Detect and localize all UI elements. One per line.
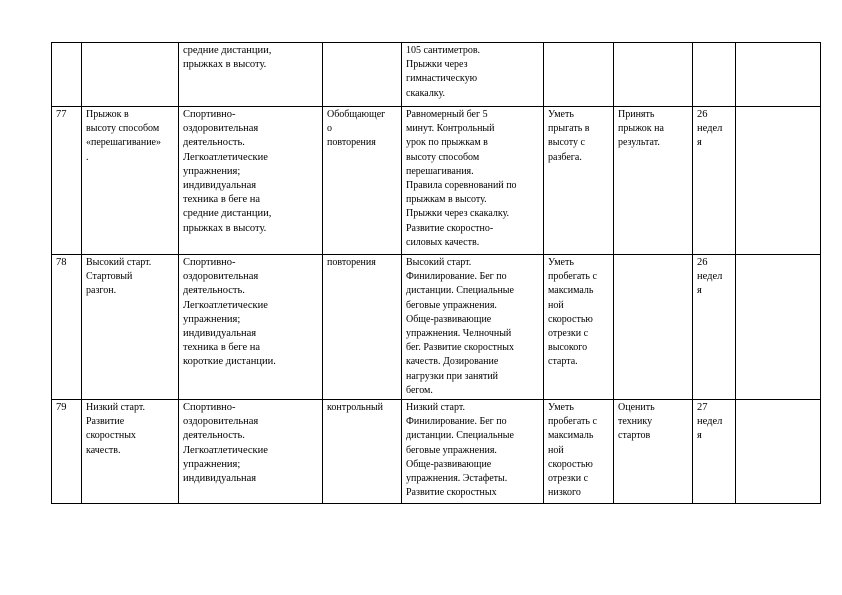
cell-control: Принять прыжок на результат. xyxy=(614,107,693,255)
table-row xyxy=(52,255,821,400)
cell-elements: Высокий старт. Финилирование. Бег по дистанции. Специальные беговые упражнения. Обще-развивающие упражнения. Челночный бег. Развитие скоростных качеств. Дозирование нагрузки при занятий бегом. xyxy=(402,255,544,400)
cell-control xyxy=(614,43,693,107)
cell-topic: Прыжок в высоту способом «перешагивание» . xyxy=(82,107,179,255)
cell-control xyxy=(614,255,693,400)
cell-requirements: Уметь прыгать в высоту с разбега. xyxy=(544,107,614,255)
cell-elements: Равномерный бег 5 минут. Контрольный урок по прыжкам в высоту способом перешагивания. Правила соревнований по прыжкам в высоту. Прыжки через скакалку. Развитие скоростно- силовых качеств. xyxy=(402,107,544,255)
cell-content: Спортивно- оздоровительная деятельность. Легкоатлетические упражнения; индивидуальная техника в беге на средние дистанции, прыжках в высоту. xyxy=(179,107,323,255)
cell-requirements xyxy=(544,43,614,107)
cell-week: 27 недел я xyxy=(693,400,736,504)
cell-number: 79 xyxy=(52,400,82,504)
cell-topic: Высокий старт. Стартовый разгон. xyxy=(82,255,179,400)
cell-content: Спортивно- оздоровительная деятельность. Легкоатлетические упражнения; индивидуальная xyxy=(179,400,323,504)
cell-requirements: Уметь пробегать с максималь ной скоростью отрезки с низкого xyxy=(544,400,614,504)
cell-requirements: Уметь пробегать с максималь ной скоростью отрезки с высокого старта. xyxy=(544,255,614,400)
cell-number xyxy=(52,43,82,107)
cell-control: Оценить технику стартов xyxy=(614,400,693,504)
cell-lesson-type xyxy=(323,43,402,107)
cell-lesson-type: Обобщающег о повторения xyxy=(323,107,402,255)
cell-empty xyxy=(736,107,821,255)
cell-week: 26 недел я xyxy=(693,255,736,400)
cell-empty xyxy=(736,400,821,504)
cell-topic: Низкий старт. Развитие скоростных качеств. xyxy=(82,400,179,504)
table-row xyxy=(52,43,821,107)
cell-empty xyxy=(736,255,821,400)
cell-empty xyxy=(736,43,821,107)
lesson-plan-table xyxy=(51,42,821,504)
cell-number: 78 xyxy=(52,255,82,400)
cell-elements: 105 сантиметров. Прыжки через гимнастическую скакалку. xyxy=(402,43,544,107)
cell-number: 77 xyxy=(52,107,82,255)
table-row xyxy=(52,107,821,255)
cell-week xyxy=(693,43,736,107)
table-row xyxy=(52,400,821,504)
cell-content: средние дистанции, прыжках в высоту. xyxy=(179,43,323,107)
cell-week: 26 недел я xyxy=(693,107,736,255)
cell-lesson-type: контрольный xyxy=(323,400,402,504)
cell-content: Спортивно- оздоровительная деятельность. Легкоатлетические упражнения; индивидуальная техника в беге на короткие дистанции. xyxy=(179,255,323,400)
cell-elements: Низкий старт. Финилирование. Бег по дистанции. Специальные беговые упражнения. Обще-развивающие упражнения. Эстафеты. Развитие скоростных xyxy=(402,400,544,504)
cell-topic xyxy=(82,43,179,107)
cell-lesson-type: повторения xyxy=(323,255,402,400)
